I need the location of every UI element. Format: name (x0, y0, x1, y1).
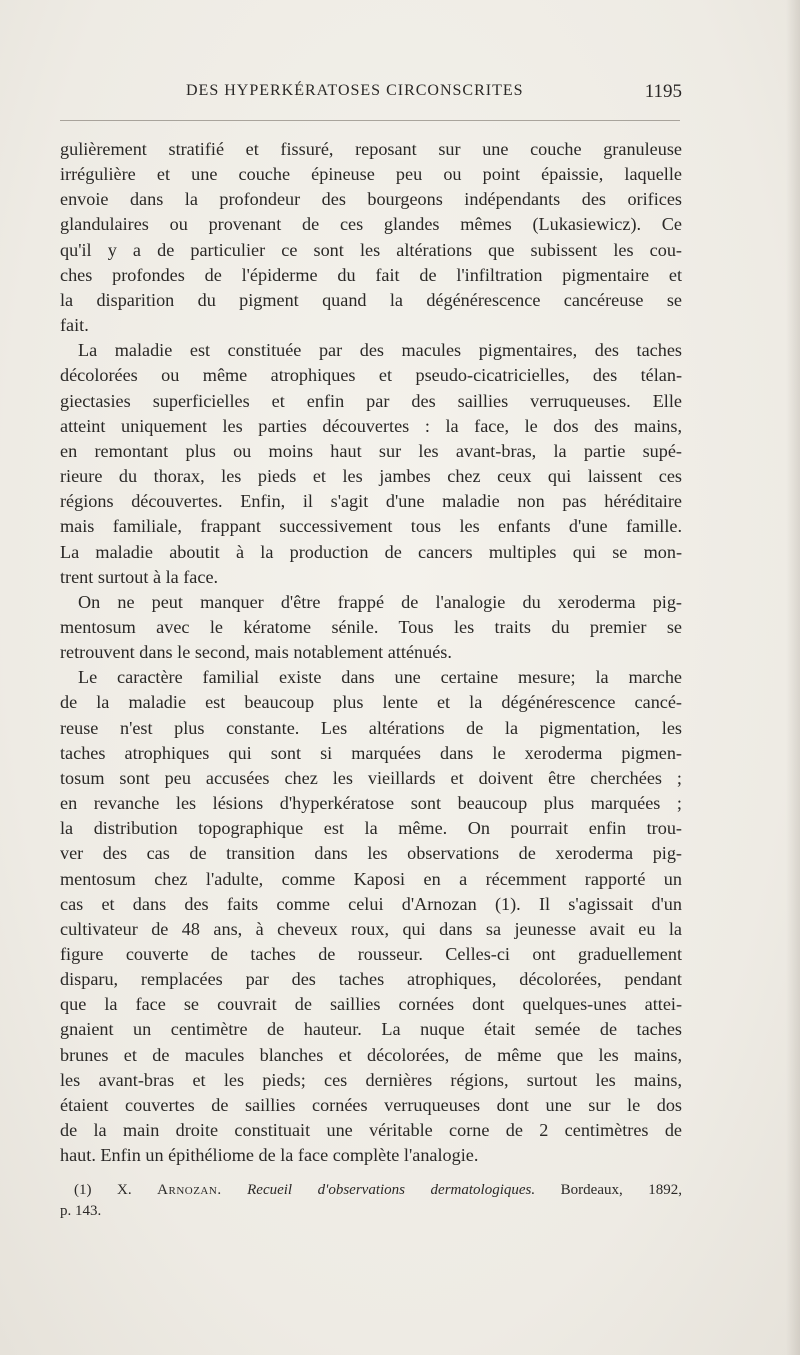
text-line: taches atrophiques qui sont si marquées dans le xeroderma pigmen- (60, 742, 682, 763)
text-line: qu'il y a de particulier ce sont les altérations que subissent les cou- (60, 239, 682, 260)
text-line: mentosum chez l'adulte, comme Kaposi en a récemment rapporté un (60, 868, 682, 889)
text-line: décolorées ou même atrophiques et pseudo-cicatricielles, des télan- (60, 365, 682, 386)
header-rule (60, 120, 680, 121)
footnote-author: Arnozan. (157, 1182, 222, 1198)
text-line: reuse n'est plus constante. Les altérations de la pigmentation, les (60, 717, 682, 738)
footnote (60, 1180, 682, 1222)
text-line: figure couverte de taches de rousseur. Celles-ci ont graduellement (60, 944, 682, 964)
text-line: disparu, remplacées par des taches atrophiques, décolorées, pendant (60, 969, 682, 990)
text-line: mentosum avec le kératome sénile. Tous les traits du premier se (60, 616, 682, 637)
footnote-place-year: Bordeaux, 1892, (560, 1182, 683, 1198)
text-line: que la face se couvrait de saillies cornées dont quelques-unes attei- (60, 994, 682, 1015)
text-line: fait. (60, 315, 89, 336)
text-line: glandulaires ou provenant de ces glandes mêmes (Lukasiewicz). Ce (60, 214, 682, 235)
text-line: tosum sont peu accusées chez les vieillards et doivent être cherchées ; (60, 767, 682, 788)
running-title: DES HYPERKÉRATOSES CIRCONSCRITES (186, 82, 524, 99)
text-line: La maladie aboutit à la production de cancers multiples qui se mon- (60, 541, 682, 562)
text-line: brunes et de macules blanches et décolorées, de même que les mains, (60, 1044, 682, 1065)
running-header (60, 82, 682, 110)
text-line: ver des cas de transition dans les observations de xeroderma pig- (60, 843, 682, 864)
text-line: atteint uniquement les parties découvertes : la face, le dos des mains, (60, 415, 682, 436)
text-line: la distribution topographique est la même. On pourrait enfin trou- (60, 818, 682, 839)
text-line: de la main droite constituait une véritable corne de 2 centimètres de (60, 1120, 682, 1141)
text-line: On ne peut manquer d'être frappé de l'analogie du xeroderma pig- (78, 591, 682, 612)
footnote-page: p. 143. (60, 1203, 102, 1219)
page-edge-shadow (786, 0, 800, 1355)
text-line: ches profondes de l'épiderme du fait de l'infiltration pigmentaire et (60, 264, 682, 285)
text-line: trent surtout à la face. (60, 566, 219, 587)
text-line: de la maladie est beaucoup plus lente et la dégénérescence cancé- (60, 692, 682, 713)
text-line: en revanche les lésions d'hyperkératose sont beaucoup plus marquées ; (60, 793, 682, 814)
text-line: giectasies superficielles et enfin par des saillies verruqueuses. Elle (60, 390, 682, 411)
text-line: haut. Enfin un épithéliome de la face complète l'analogie. (60, 1145, 479, 1166)
text-line: étaient couvertes de saillies cornées verruqueuses dont une sur le dos (60, 1094, 682, 1115)
text-line: la disparition du pigment quand la dégénérescence cancéreuse se (60, 289, 682, 310)
text-line: les avant-bras et les pieds; ces dernières régions, surtout les mains, (60, 1069, 682, 1090)
text-line: retrouvent dans le second, mais notablement atténués. (60, 642, 452, 663)
text-line: mais familiale, frappant successivement tous les enfants d'une famille. (60, 516, 682, 537)
text-line: irrégulière et une couche épineuse peu ou point épaissie, laquelle (60, 164, 682, 185)
text-line: cas et dans des faits comme celui d'Arnozan (1). Il s'agissait d'un (60, 893, 682, 914)
body-text (60, 137, 682, 1168)
footnote-line (60, 1180, 682, 1201)
text-line: La maladie est constituée par des macules pigmentaires, des taches (78, 340, 682, 361)
text-line: gulièrement stratifié et fissuré, reposant sur une couche granuleuse (60, 139, 682, 159)
page-number: 1195 (644, 81, 682, 102)
footnote-title: Recueil d'observations dermatologiques. (247, 1182, 536, 1198)
text-line: en remontant plus ou moins haut sur les avant-bras, la partie supé- (60, 440, 682, 461)
text-line: régions découvertes. Enfin, il s'agit d'une maladie non pas héréditaire (60, 491, 682, 512)
text-line: cultivateur de 48 ans, à cheveux roux, qui dans sa jeunesse avait eu la (60, 918, 682, 939)
footnote-marker: (1) X. (74, 1182, 132, 1198)
text-line: gnaient un centimètre de hauteur. La nuque était semée de taches (60, 1019, 682, 1040)
text-line: rieure du thorax, les pieds et les jambes chez ceux qui laissent ces (60, 466, 682, 487)
text-line: Le caractère familial existe dans une certaine mesure; la marche (78, 667, 682, 688)
text-line: envoie dans la profondeur des bourgeons indépendants des orifices (60, 189, 682, 210)
